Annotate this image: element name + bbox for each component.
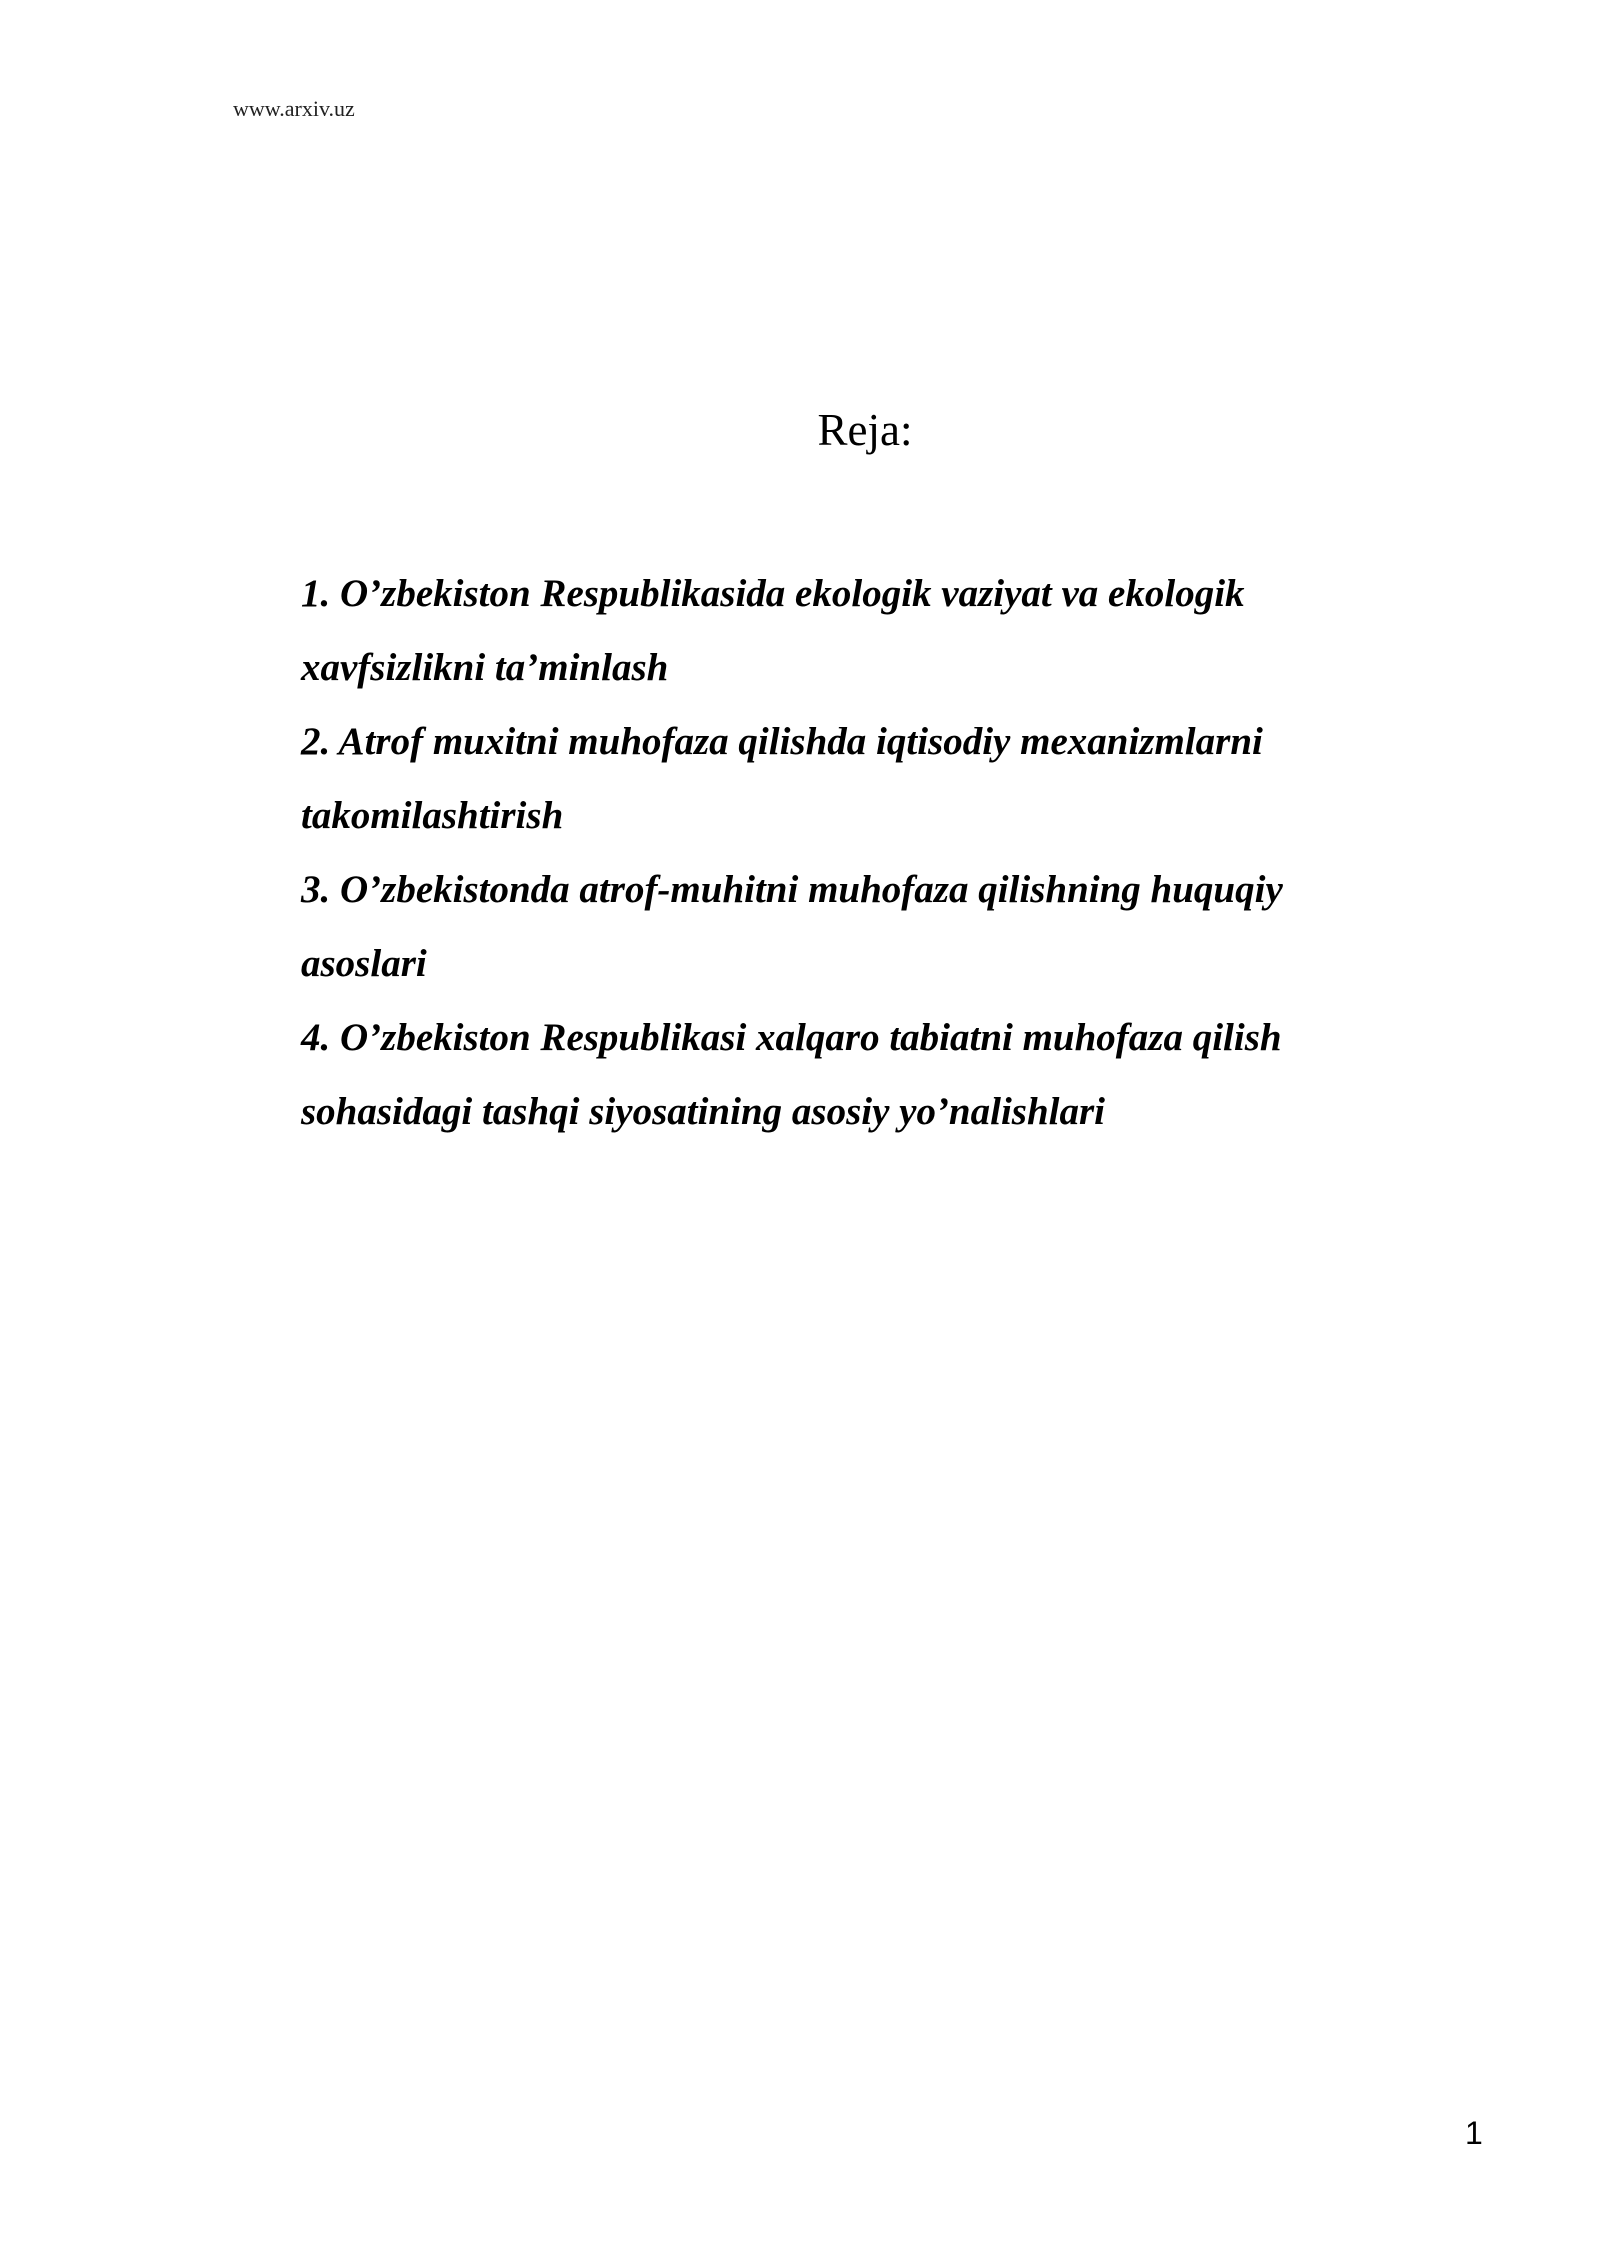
plan-item-1-line-1: 1. O’zbekiston Respublikasida ekologik vaziyat va ekologik [301, 572, 1245, 615]
site-header: www.arxiv.uz [233, 96, 355, 121]
plan-item-3-line-2: asoslari [301, 942, 427, 985]
plan-heading: Reja: [817, 405, 913, 455]
page-number: 1 [1465, 2115, 1483, 2151]
plan-item-1-line-2: xavfsizlikni ta’minlash [301, 646, 669, 689]
plan-list [301, 557, 1441, 1149]
plan-item-4-line-2: sohasidagi tashqi siyosatining asosiy yo’nalishlari [301, 1090, 1106, 1133]
plan-item-2-line-1: 2. Atrof muxitni muhofaza qilishda iqtisodiy mexanizmlarni [301, 720, 1263, 763]
plan-item-4-line-1: 4. O’zbekiston Respublikasi xalqaro tabiatni muhofaza qilish [301, 1016, 1282, 1059]
plan-item-2-line-2: takomilashtirish [301, 794, 564, 837]
plan-item-3-line-1: 3. O’zbekistonda atrof-muhitni muhofaza qilishning huquqiy [301, 868, 1283, 911]
